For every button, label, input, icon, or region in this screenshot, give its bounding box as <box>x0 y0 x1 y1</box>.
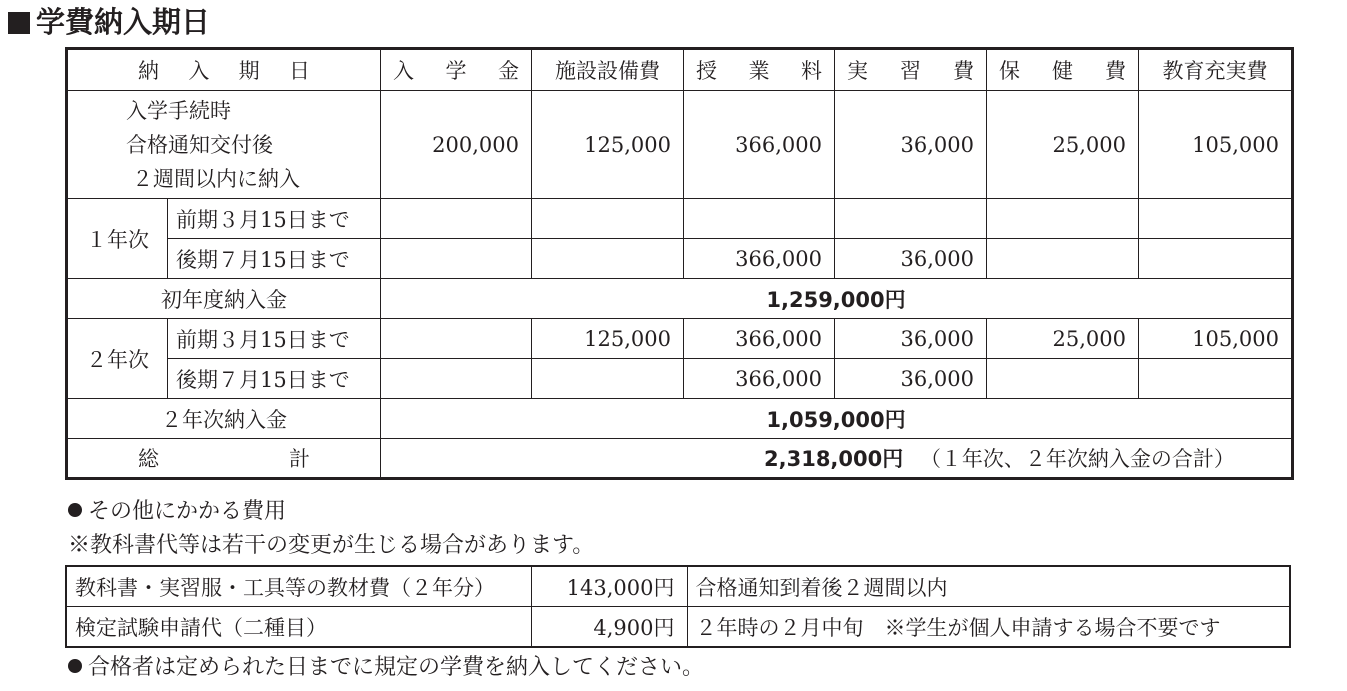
year1-total-value: 1,259,000円 <box>381 279 1293 319</box>
term-label: 後期７月15日まで <box>168 239 381 279</box>
header-health-fee: 保健費 <box>987 49 1139 91</box>
header-row <box>67 49 1293 91</box>
year2-first-term-row <box>67 319 1293 359</box>
year2-total-label: ２年次納入金 <box>67 399 381 439</box>
year2-label: ２年次 <box>67 319 168 399</box>
year1-label: １年次 <box>67 199 168 279</box>
year2-total-value: 1,059,000円 <box>381 399 1293 439</box>
grand-total-cell <box>381 439 1293 479</box>
cell-value: 200,000 <box>381 91 532 199</box>
grand-total-row <box>67 439 1293 479</box>
other-costs-heading: その他にかかる費用 <box>68 496 286 528</box>
cell-value <box>532 239 684 279</box>
header-admission-fee: 入学金 <box>381 49 532 91</box>
cell-value <box>381 359 532 399</box>
year2-second-term-row <box>67 359 1293 399</box>
header-education-enhancement-fee: 教育充実費 <box>1139 49 1293 91</box>
cell-value <box>381 319 532 359</box>
cell-value: 36,000 <box>835 239 987 279</box>
cell-value: 36,000 <box>835 359 987 399</box>
term-label: 前期３月15日まで <box>168 199 381 239</box>
page-title: 学費納入期日 <box>8 2 210 42</box>
cell-value <box>381 239 532 279</box>
grand-total-note: （１年次、２年次納入金の合計） <box>919 447 1235 471</box>
year1-total-row <box>67 279 1293 319</box>
term-label: 後期７月15日まで <box>168 359 381 399</box>
cell-value <box>532 359 684 399</box>
cell-value: 36,000 <box>835 91 987 199</box>
cell-value <box>381 199 532 239</box>
header-tuition: 授業料 <box>684 49 835 91</box>
cell-value: 125,000 <box>532 319 684 359</box>
cell-value: 366,000 <box>684 319 835 359</box>
cell-value <box>1139 359 1293 399</box>
cell-value <box>684 199 835 239</box>
cell-value <box>532 199 684 239</box>
cost-item: 教科書・実習服・工具等の教材費（２年分） <box>66 566 532 607</box>
table-row <box>66 566 1290 607</box>
cost-amount: 4,900円 <box>532 607 687 648</box>
cell-value: 366,000 <box>684 91 835 199</box>
year2-total-row <box>67 399 1293 439</box>
bullet-icon <box>68 659 82 673</box>
cell-value: 366,000 <box>684 239 835 279</box>
cell-value <box>987 199 1139 239</box>
cell-value: 25,000 <box>987 91 1139 199</box>
fee-table <box>65 47 1294 480</box>
year1-first-term-row <box>67 199 1293 239</box>
grand-total-value: 2,318,000円 <box>764 447 904 471</box>
cell-value <box>987 239 1139 279</box>
cell-value <box>835 199 987 239</box>
cost-item: 検定試験申請代（二種目） <box>66 607 532 648</box>
enrollment-row <box>67 91 1293 199</box>
table-row <box>66 607 1290 648</box>
cell-value: 125,000 <box>532 91 684 199</box>
cell-value: 105,000 <box>1139 91 1293 199</box>
cell-value: 25,000 <box>987 319 1139 359</box>
cell-value: 105,000 <box>1139 319 1293 359</box>
cost-timing: 合格通知到着後２週間以内 <box>687 566 1290 607</box>
year1-second-term-row <box>67 239 1293 279</box>
year1-total-label: 初年度納入金 <box>67 279 381 319</box>
bullet-icon <box>68 503 82 517</box>
enrollment-label: 入学手続時 合格通知交付後 ２週間以内に納入 <box>67 91 381 199</box>
other-costs-table <box>65 565 1291 648</box>
grand-total-label: 総計 <box>67 439 381 479</box>
cell-value <box>1139 239 1293 279</box>
header-due-date: 納入期日 <box>67 49 381 91</box>
footer-note: 合格者は定められた日までに規定の学費を納入してください。 <box>68 652 704 684</box>
header-practice-fee: 実習費 <box>835 49 987 91</box>
cell-value: 366,000 <box>684 359 835 399</box>
square-bullet-icon <box>8 12 30 34</box>
cost-amount: 143,000円 <box>532 566 687 607</box>
cost-timing: ２年時の２月中旬 ※学生が個人申請する場合不要です <box>687 607 1290 648</box>
cell-value <box>987 359 1139 399</box>
other-costs-note: ※教科書代等は若干の変更が生じる場合があります。 <box>68 533 595 558</box>
header-facility-fee: 施設設備費 <box>532 49 684 91</box>
cell-value <box>1139 199 1293 239</box>
term-label: 前期３月15日まで <box>168 319 381 359</box>
cell-value: 36,000 <box>835 319 987 359</box>
